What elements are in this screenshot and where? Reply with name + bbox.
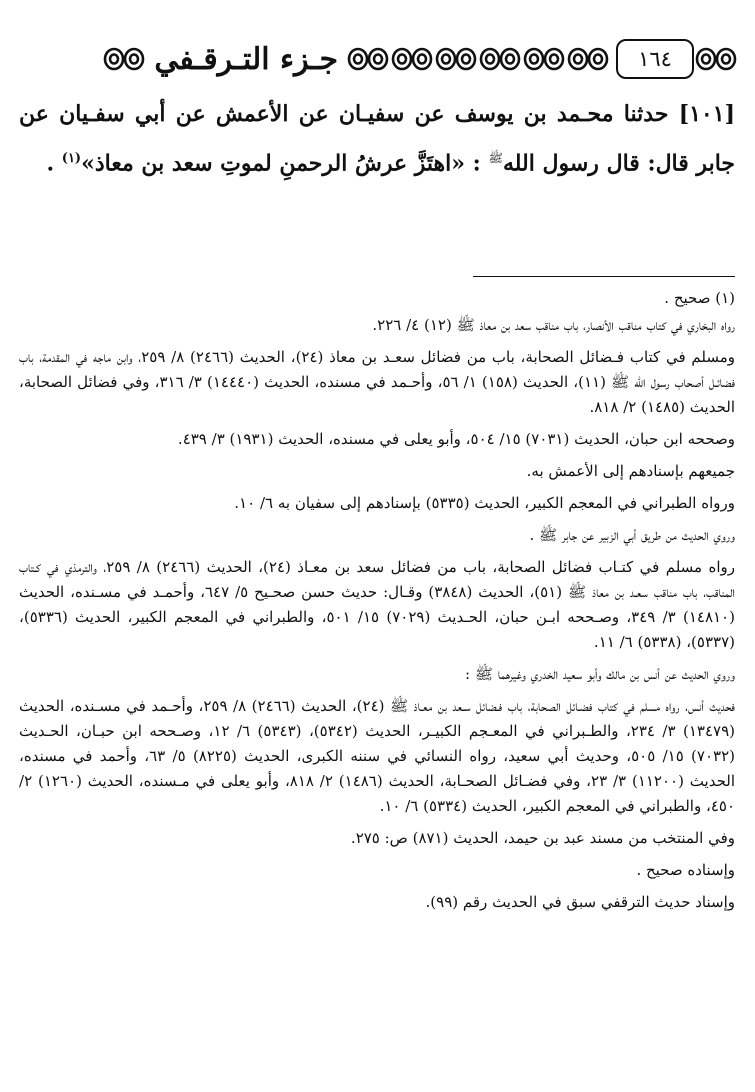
footnote-separator xyxy=(473,276,735,277)
ornament-icon xyxy=(522,44,566,74)
footnote-paragraph: رواه البخاري في كتاب مناقب الأنصار، باب مناقب سعد بن معاذ ﷺ (١٢) ٤/ ٢٢٦. xyxy=(372,316,735,334)
hadith-end: . xyxy=(46,150,62,177)
footnote-paragraph: فحديث أنس، رواه مسلم في كتاب فضـائل الصحابة، باب فـضائل سـعد بن معـاذ ﷺ (٢٤)، الحديث (٢٤٦٦) ٨/ ٢٥٩، وأحـمد في مسـنده، الحديث (١٣٤٧٩) ٣/ ٢٣٤، والطـبراني في المعـجم الكبيـر، الحديث (٥٣٤٢)، (٥٣٤٣) ٦/ ١٢، وصـححه ابن حبـان، الحـديث (٧٠٣٢) ١٥/ ٥٠٥، وحديث أبي سعيد، رواه النسائي في سننه الكبرى، الحديث (٨٢٢٥) ٥/ ٦٣، وأحمد في مسنده، الحديث (١١٢٠٠) ٣/ ٢٣، وفي فضـائل الصحـابة، الحديث (١٤٨٦) ٢/ ٨١٨، وأبو يعلى في مـسنده، الحديث (١٢٦٠) ٢/ ٤٥٠، والطبراني في المعجم الكبير، الحديث (٥٣٣٤) ٦/ ١٠. xyxy=(19,697,736,815)
ornament-icon xyxy=(434,44,478,74)
hadith-quote: : «اهتَزَّ عرشُ الرحمنِ لموتِ سعد بن معاذ» xyxy=(81,150,489,177)
footnote-grade: (١) صحيح . xyxy=(664,289,735,307)
page-header xyxy=(12,36,738,82)
footnote-paragraph: ورواه الطبراني في المعجم الكبير، الحديث (٥٣٣٥) بإسنادهم إلى سفيان به ٦/ ١٠. xyxy=(234,494,735,512)
ornament-icon xyxy=(390,44,434,74)
footnote-paragraph: وفي المنتخب من مسند عبد بن حيمد، الحديث (٨٧١) ص: ٢٧٥. xyxy=(350,829,735,847)
footnote-paragraph: وإسناده صحيح . xyxy=(636,861,735,879)
page-number: ١٦٤ xyxy=(638,47,672,71)
ornament-icon xyxy=(694,44,738,74)
footnote-paragraph: وروي الحديث عن أنس بن مالك وأبو سعيد الخدري وغيرهما ﷺ : xyxy=(465,665,735,683)
hadith-text xyxy=(19,92,735,185)
ornament-icon xyxy=(566,44,610,74)
salutation-glyph: ﷺ xyxy=(488,151,503,165)
ornament-icon xyxy=(478,44,522,74)
footnote-ref: (١) xyxy=(61,151,82,166)
ornament-icon xyxy=(346,44,390,74)
page-number-box xyxy=(616,39,694,79)
hadith-number: [١٠١] xyxy=(678,101,735,127)
footnote-paragraph: وروي الحديث من طريق أبي الزبير عن جابر ﷺ . xyxy=(529,526,735,544)
footnotes xyxy=(19,286,735,922)
hadith-line-2: جابر قال: قال رسول الله xyxy=(502,150,735,177)
footnote-paragraph: وإسناد حديث الترقفي سبق في الحديث رقم (٩٩). xyxy=(425,893,735,911)
footnote-paragraph: وصححه ابن حبان، الحديث (٧٠٣١) ١٥/ ٥٠٤، وأبو يعلى في مسنده، الحديث (١٩٣١) ٣/ ٤٣٩. xyxy=(177,430,735,448)
header-ornament-left xyxy=(102,44,146,74)
header-ornament-right xyxy=(694,44,738,74)
footnote-paragraph: ومسلم في كتاب فـضائل الصحابة، باب من فضائل سعـد بن معاذ (٢٤)، الحديث (٢٤٦٦) ٨/ ٢٥٩، وابن ماجه في المقدمة، باب فضائـل أصحاب رسول الله ﷺ (١١)، الحديث (١٥٨) ١/ ٥٦، وأحـمد في مسنده، الحديث (١٤٤٤٠) ٣/ ٣١٦، وفي فضائل الصحابة، الحديث (١٤٨٥) ٢/ ٨١٨. xyxy=(19,348,736,416)
footnote-paragraph: جميعهم بإسنادهم إلى الأعمش به. xyxy=(526,462,735,480)
footnote-paragraph: رواه مسلم في كتـاب فضائل الصحابة، باب من فضائل سعد بن معـاذ (٢٤)، الحديث (٢٤٦٦) ٨/ ٢٥٩، والترمذي في كـتاب المناقب، باب مناقب سعـد بن معاذ ﷺ (٥١)، الحديث (٣٨٤٨) وقـال: حديث حسن صحـيح ٥/ ٦٤٧، وأحمـد في مسـنده، الحديث (١٤٨١٠) ٣/ ٣٤٩، وصـححه ابـن حبان، الحـديث (٧٠٢٩) ١٥/ ٥٠١، والطبراني في المعجم الكبير، الحديث (٥٣٣٦)، (٥٣٣٧)، (٥٣٣٨) ٦/ ١١. xyxy=(19,558,736,651)
hadith-line-1: حدثنا محـمد بن يوسف عن سفيـان عن الأعمش عن أبي سفـيان عن xyxy=(19,101,669,127)
header-ornament-middle xyxy=(346,44,610,74)
ornament-icon xyxy=(102,44,146,74)
book-title: جـزء التـرقـفي xyxy=(154,41,338,77)
